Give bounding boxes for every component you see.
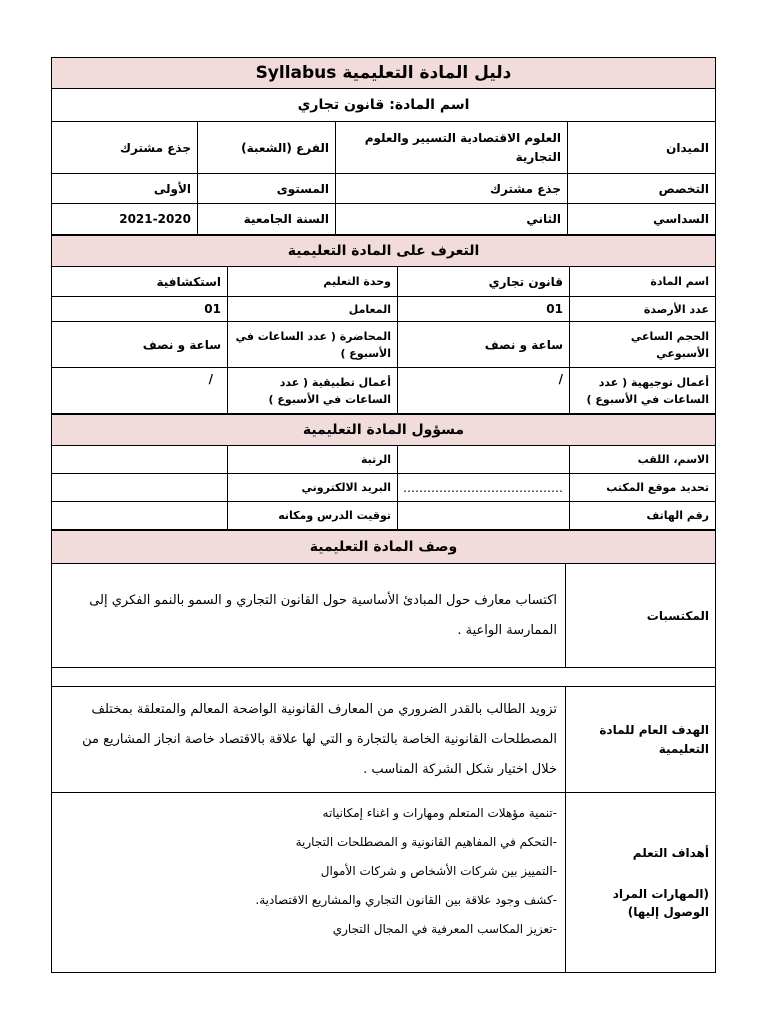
objectives-list <box>52 793 566 973</box>
subject-label: اسم المادة <box>570 267 716 297</box>
header-table <box>51 57 716 235</box>
skills-label: (المهارات المراد الوصول إليها) <box>612 886 709 920</box>
schedule-value[interactable] <box>51 502 227 530</box>
tp-hours-value: / <box>52 368 228 414</box>
phone-label: رقم الهاتف <box>570 502 716 530</box>
acquired-label: المكتسبات <box>566 564 716 668</box>
rank-label: الرتبة <box>228 446 398 474</box>
semester-label: السداسي <box>568 204 716 235</box>
section-identification: التعرف على المادة التعليمية <box>52 236 716 267</box>
office-dots: …………………………………. <box>398 474 570 502</box>
subject-value: قانون تجاري <box>398 267 570 297</box>
list-item: -التمييز بين شركات الأشخاص و شركات الأموال <box>320 864 557 879</box>
list-item: -تعزيز المكاسب المعرفية في المجال التجاري <box>332 922 557 937</box>
schedule-label: توقيت الدرس ومكانه <box>228 502 398 530</box>
phone-value[interactable] <box>398 502 570 530</box>
document-title: دليل المادة التعليمية Syllabus <box>51 58 715 89</box>
course-name-line: اسم المادة: قانون تجاري <box>51 89 715 122</box>
unit-value: استكشافية <box>52 267 228 297</box>
list-item: -التحكم في المفاهيم القانونية و المصطلحات التجارية <box>295 835 557 850</box>
list-item: -كشف وجود علاقة بين القانون التجاري والمشاريع الاقتصادية. <box>255 893 557 908</box>
unit-label: وحدة التعليم <box>228 267 398 297</box>
level-value: الأولى <box>51 174 197 204</box>
name-value[interactable] <box>398 446 570 474</box>
objectives-label-cell <box>566 793 716 973</box>
name-label: الاسم، اللقب <box>570 446 716 474</box>
syllabus-document <box>52 57 716 973</box>
credits-value: 01 <box>398 297 570 322</box>
branch-label: الفرع (الشعبة) <box>198 122 336 174</box>
email-value[interactable] <box>51 474 227 502</box>
spacer <box>52 668 716 687</box>
section-description: وصف المادة التعليمية <box>52 531 716 564</box>
level-label: المستوى <box>198 174 336 204</box>
weekly-volume-value: ساعة و نصف <box>398 322 570 368</box>
branch-value: جذع مشترك <box>51 122 197 174</box>
coef-label: المعامل <box>228 297 398 322</box>
description-table <box>51 530 716 973</box>
responsible-table <box>51 414 716 530</box>
list-item: -تنمية مؤهلات المتعلم ومهارات و اغناء إمكانياته <box>322 806 557 821</box>
tp-hours-label: أعمال تطبيقية ( عدد الساعات في الأسبوع ) <box>228 368 398 414</box>
goal-text: تزويد الطالب بالقدر الضروري من المعارف القانونية الواضحة المعالم والمتعلقة بمختلف المصطلحات القانونية الخاصة بالتجارة و التي لها علاقة بالاقتصاد خاصة انجاز المشاريع من خلال اختيار شكل الشركة المناسب . <box>52 687 566 793</box>
td-hours-value: / <box>398 368 570 414</box>
lecture-hours-value: ساعة و نصف <box>52 322 228 368</box>
office-label: تحديد موقع المكتب <box>570 474 716 502</box>
section-responsible: مسؤول المادة التعليمية <box>51 415 715 446</box>
rank-value[interactable] <box>51 446 227 474</box>
specialty-value: جذع مشترك <box>336 174 568 204</box>
identification-table <box>51 235 716 414</box>
weekly-volume-label: الحجم الساعي الأسبوعي <box>570 322 716 368</box>
coef-value: 01 <box>52 297 228 322</box>
lecture-hours-label: المحاضرة ( عدد الساعات في الأسبوع ) <box>228 322 398 368</box>
field-value: العلوم الاقتصادية التسيير والعلوم التجارية <box>336 122 568 174</box>
acquired-text: اكتساب معارف حول المبادئ الأساسية حول القانون التجاري و السمو بالنمو الفكري إلى الممارسة الواعية . <box>52 564 566 668</box>
semester-value: الثاني <box>336 204 568 235</box>
credits-label: عدد الأرصدة <box>570 297 716 322</box>
field-label: الميدان <box>568 122 716 174</box>
specialty-label: التخصص <box>568 174 716 204</box>
td-hours-label: أعمال توجيهية ( عدد الساعات في الأسبوع ) <box>570 368 716 414</box>
objectives-label: أهداف التعلم <box>632 845 709 860</box>
year-label: السنة الجامعية <box>198 204 336 235</box>
goal-label: الهدف العام للمادة التعليمية <box>566 687 716 793</box>
year-value: 2021-2020 <box>51 204 197 235</box>
email-label: البريد الالكتروني <box>228 474 398 502</box>
